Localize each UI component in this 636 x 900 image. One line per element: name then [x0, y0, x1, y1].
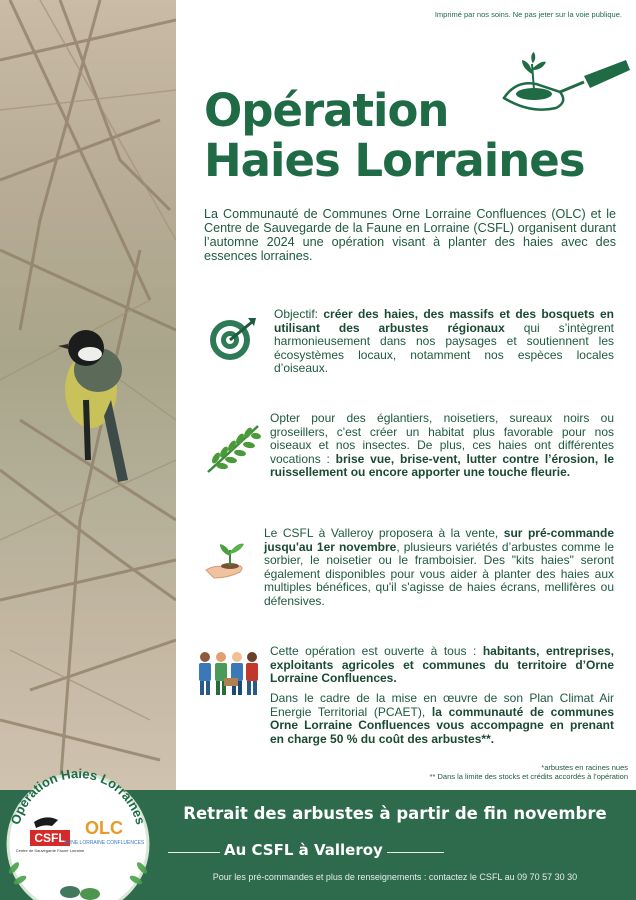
plant-hand-icon — [204, 536, 250, 582]
target-icon — [208, 316, 258, 362]
lieu-heading: Au CSFL à Valleroy — [220, 841, 387, 859]
objectif-bold: créer des haies, des massifs et des bosquets en utilisant des arbustes régionaux — [274, 307, 614, 335]
vente-block — [264, 527, 614, 608]
csfl-logo-text: CSFL — [34, 831, 66, 845]
pcaet-block — [270, 692, 614, 746]
title-line-2: Haies Lorraines — [204, 134, 585, 187]
vente-bold: sur pré-commande jusqu'au 1er novembre — [264, 526, 614, 554]
csfl-logo-subtitle: Centre de Sauvegarde Faune Lorraine — [15, 848, 85, 853]
ouverte-block — [270, 645, 614, 686]
pcaet-bold: la communauté de communes Orne Lorraine Confluences vous accompagne en prenant en charge 50 % du coût des arbustes**. — [270, 704, 614, 746]
footnote-2: ** Dans la limite des stocks et crédits accordés à l’opération — [429, 772, 628, 781]
vente-lead: Le CSFL à Valleroy proposera à la vente, — [264, 526, 504, 540]
essences-lead: Opter pour des églantiers, noisetiers, sureaux noirs ou groseillers, c'est créer un habitat plus favorable pour nos oiseaux et nos insectes. De plus, ces haies ont différentes vocations : — [270, 411, 614, 466]
page-title — [204, 86, 585, 186]
olc-logo-subtitle: ORNE LORRAINE CONFLUENCES — [63, 840, 145, 846]
vente-rest: , plusieurs variétés d’arbustes comme le sorbier, le noisetier ou le framboisier. Des "kits haies" seront également disponibles pour vous aider à planter des haies aux multiples bénéfices, qu'il s'agisse de haies écrans, mellifères ou défensives. — [264, 539, 614, 608]
objectif-rest: qui s’intègrent harmonieusement dans nos paysages et soutiennent les écosystèmes locaux, notamment nos espèces locales d’oiseaux. — [274, 320, 614, 375]
footnote-1: *arbustes en racines nues — [541, 763, 628, 772]
objectif-lead: Objectif: — [274, 307, 324, 321]
essences-block — [270, 412, 614, 480]
essences-bold: brise vue, brise-vent, lutter contre l’érosion, le ruissellement ou encore apporter une touche fleurie. — [270, 451, 614, 479]
footnotes — [430, 763, 628, 781]
objectif-block — [274, 308, 614, 376]
branch-icon — [204, 422, 262, 476]
title-line-1: Opération — [204, 84, 449, 137]
pcaet-lead: Dans le cadre de la mise en œuvre de son Plan Climat Air Energie Territorial (PCAET), — [270, 691, 614, 719]
contact-line: Pour les pré-commandes et plus de renseignements : contactez le CSFL au 09 70 57 30 30 — [212, 872, 578, 882]
ouverte-lead: Cette opération est ouverte à tous : — [270, 644, 483, 658]
workers-icon — [196, 648, 260, 696]
operation-badge-logo — [0, 758, 156, 900]
print-notice: Imprimé par nos soins. Ne pas jeter sur la voie publique. — [434, 10, 622, 19]
ouverte-bold: habitants, entreprises, exploitants agricoles et communes du territoire d’Orne Lorraine Confluences. — [270, 644, 614, 685]
retrait-heading: Retrait des arbustes à partir de fin novembre — [183, 804, 607, 823]
badge-arc-text: Opération Haies Lorraines — [7, 765, 149, 827]
olc-logo-text: OLC — [85, 818, 123, 838]
intro-paragraph: La Communauté de Communes Orne Lorraine Confluences (OLC) et le Centre de Sauvegarde de la Faune en Lorraine (CSFL) organisent durant l’automne 2024 une opération visant à planter des haies avec des essences lorraines. — [204, 207, 616, 263]
bird-photo — [0, 0, 176, 790]
